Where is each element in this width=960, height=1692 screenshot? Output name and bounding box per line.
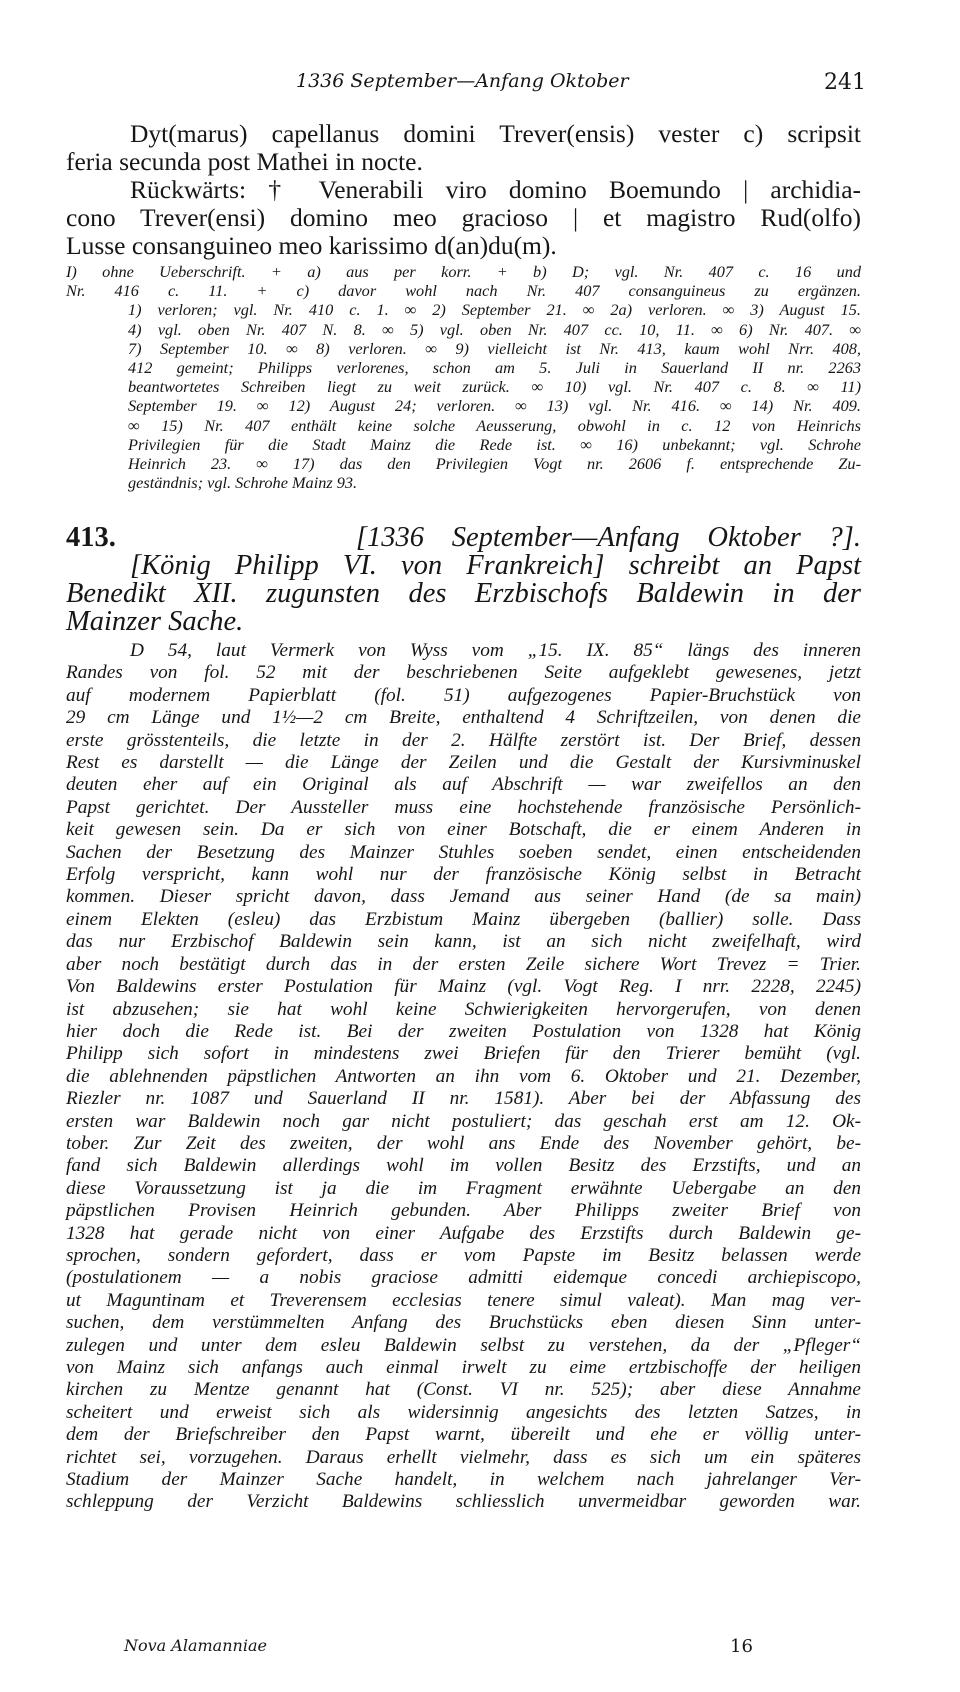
heading-line: Mainzer Sache.: [66, 606, 244, 637]
commentary-line: tober. Zur Zeit des zweiten, der wohl ans Ende des November gehört, be-: [66, 1132, 861, 1154]
running-title: 1336 September—Anfang Oktober: [296, 70, 629, 92]
page-footer: [66, 1636, 866, 1662]
commentary-line: Erfolg verspricht, kann wohl nur der französische König selbst in Betracht: [66, 864, 861, 886]
letter-line: Lusse consanguineo meo karissimo d(an)du(m).: [66, 231, 557, 260]
commentary-line: (postulationem — a nobis graciose admitti eidemque concedi archiepiscopo,: [66, 1267, 861, 1289]
heading-line: [König Philipp VI. von Frankreich] schreibt an Papst: [130, 550, 861, 581]
commentary-line: einem Elekten (esleu) das Erzbistum Mainz übergeben (ballier) solle. Dass: [66, 908, 861, 930]
commentary-line: das nur Erzbischof Baldewin sein kann, ist an sich nicht zweifelhaft, wird: [66, 931, 861, 953]
footnotes: [66, 300, 861, 492]
page-header: [66, 64, 866, 98]
footnote-line: 7) September 10. ∞ 8) verloren. ∞ 9) vielleicht ist Nr. 413, kaum wohl Nrr. 408,: [128, 338, 861, 358]
commentary-line: Philipp sich sofort in mindestens zwei Briefen für den Trierer bemüht (vgl.: [66, 1043, 861, 1065]
footnote-line: geständnis; vgl. Schrohe Mainz 93.: [128, 473, 358, 493]
footnote-line: 412 gemeint; Philipps verlorenes, schon am 5. Juli in Sauerland II nr. 2263: [128, 358, 861, 378]
commentary-line: 1328 hat gerade nicht von einer Aufgabe des Erzstifts durch Baldewin ge-: [66, 1222, 861, 1244]
commentary-line: die ablehnenden päpstlichen Antworten an ihn vom 6. Oktober und 21. Dezember,: [66, 1065, 861, 1087]
commentary-line: ersten war Baldewin noch gar nicht postuliert; das geschah erst am 12. Ok-: [66, 1110, 861, 1132]
document-number: 413.: [66, 522, 116, 553]
commentary-line: deuten eher auf ein Original als auf Abschrift — war zweifellos an den: [66, 774, 861, 796]
commentary-line: kirchen zu Mentze genannt hat (Const. VI nr. 525); aber diese Annahme: [66, 1379, 861, 1401]
commentary-line: auf modernem Papierblatt (fol. 51) aufgezogenes Papier-Bruchstück von: [66, 684, 861, 706]
commentary-line: diese Voraussetzung ist ja die im Fragment erwähnte Uebergabe an den: [66, 1177, 861, 1199]
commentary-line: ist abzusehen; sie hat wohl keine Schwierigkeiten hervorgerufen, von denen: [66, 998, 861, 1020]
commentary-line: 29 cm Länge und 1½—2 cm Breite, enthaltend 4 Schriftzeilen, von denen die: [66, 707, 861, 729]
commentary-line: Randes von fol. 52 mit der beschriebenen Seite aufgeklebt gewesenes, jetzt: [66, 662, 861, 684]
commentary-line: keit gewesen sein. Da er sich von einer Botschaft, die er einem Anderen in: [66, 819, 861, 841]
commentary-line: richtet sei, vorzugehen. Daraus erhellt vielmehr, dass es sich um ein späteres: [66, 1446, 861, 1468]
commentary-line: zulegen und unter dem esleu Baldewin selbst zu verstehen, da der „Pfleger“: [66, 1334, 861, 1356]
letter-line: Rückwärts: † Venerabili viro domino Boemundo | archidia-: [130, 175, 861, 204]
commentary-line: päpstlichen Provisen Heinrich gebunden. Aber Philipps zweiter Brief von: [66, 1200, 861, 1222]
commentary-line: erste grösstenteils, die letzte in der 2. Hälfte zerstört ist. Der Brief, dessen: [66, 729, 861, 751]
footnote-line: 4) vgl. oben Nr. 407 N. 8. ∞ 5) vgl. oben Nr. 407 cc. 10, 11. ∞ 6) Nr. 407. ∞: [128, 319, 861, 339]
footnote-line: Privilegien für die Stadt Mainz die Rede ist. ∞ 16) unbekannt; vgl. Schrohe: [128, 434, 861, 454]
apparatus-line: I) ohne Ueberschrift. + a) aus per korr. + b) D; vgl. Nr. 407 c. 16 und: [66, 262, 861, 281]
sheet-number: 16: [730, 1636, 753, 1657]
commentary-line: ut Maguntinam et Treverensem ecclesias tenere simul valeat). Man mag ver-: [66, 1289, 861, 1311]
commentary-line: Von Baldewins erster Postulation für Mainz (vgl. Vogt Reg. I nrr. 2228, 2245): [66, 976, 861, 998]
commentary-line: Riezler nr. 1087 und Sauerland II nr. 1581). Aber bei der Abfassung des: [66, 1088, 861, 1110]
commentary-line: Sachen der Besetzung des Mainzer Stuhles soeben sendet, einen entscheidenden: [66, 841, 861, 863]
commentary-line: Stadium der Mainzer Sache handelt, in welchem nach jahrelanger Ver-: [66, 1469, 861, 1491]
letter-line: Dyt(marus) capellanus domini Trever(ensis) vester c) scripsit: [130, 119, 861, 148]
commentary-line: dem der Briefschreiber den Papst warnt, übereilt und ehe er völlig unter-: [66, 1424, 861, 1446]
letter-text: [66, 120, 861, 260]
footnote-line: 1) verloren; vgl. Nr. 410 c. 1. ∞ 2) September 21. ∞ 2a) verloren. ∞ 3) August 15.: [128, 300, 861, 320]
commentary-line: Rest es darstellt — die Länge der Zeilen und die Gestalt der Kursivminuskel: [66, 752, 861, 774]
critical-apparatus: [66, 262, 861, 492]
footnote-line: September 19. ∞ 12) August 24; verloren. ∞ 13) vgl. Nr. 416. ∞ 14) Nr. 409.: [128, 396, 861, 416]
document-date: [1336 September—Anfang Oktober ?].: [355, 522, 861, 553]
apparatus-line: Nr. 416 c. 11. + c) davor wohl nach Nr. 407 consanguineus zu ergänzen.: [66, 281, 861, 301]
page-number: 241: [824, 70, 866, 95]
document-heading: [66, 524, 861, 636]
footnote-line: ∞ 15) Nr. 407 enthält keine solche Aeusserung, obwohl in c. 12 von Heinrichs: [128, 415, 861, 435]
commentary-line: fand sich Baldewin allerdings wohl im vollen Besitz des Erzstifts, und an: [66, 1155, 861, 1177]
signature-mark: Nova Alamanniae: [124, 1636, 267, 1655]
editorial-commentary: [66, 640, 861, 1514]
commentary-line: kommen. Dieser spricht davon, dass Jemand aus seiner Hand (de sa main): [66, 886, 861, 908]
heading-first-line: [66, 524, 861, 552]
commentary-line: aber noch bestätigt durch das in der ersten Zeile sichere Wort Trevez = Trier.: [66, 953, 861, 975]
commentary-line: hier doch die Rede ist. Bei der zweiten Postulation von 1328 hat König: [66, 1020, 861, 1042]
commentary-line: schleppung der Verzicht Baldewins schliesslich unvermeidbar geworden war.: [66, 1491, 861, 1513]
commentary-line: scheitert und erweist sich als widersinnig angesichts des letzten Satzes, in: [66, 1401, 861, 1423]
heading-line: Benedikt XII. zugunsten des Erzbischofs Baldewin in der: [66, 578, 861, 609]
commentary-line: Papst gerichtet. Der Aussteller muss eine hochstehende französische Persönlich-: [66, 796, 861, 818]
commentary-line: D 54, laut Vermerk von Wyss vom „15. IX. 85“ längs des inneren: [130, 640, 861, 661]
footnote-line: Heinrich 23. ∞ 17) das den Privilegien Vogt nr. 2606 f. entsprechende Zu-: [128, 454, 861, 474]
letter-line: cono Trever(ensi) domino meo gracioso | et magistro Rud(olfo): [66, 203, 861, 232]
commentary-line: suchen, dem verstümmelten Anfang des Bruchstücks eben diesen Sinn unter-: [66, 1312, 861, 1334]
commentary-line: von Mainz sich anfangs auch einmal irwelt zu eime ertzbischoffe der heiligen: [66, 1357, 861, 1378]
footnote-line: beantwortetes Schreiben liegt zu weit zurück. ∞ 10) vgl. Nr. 407 c. 8. ∞ 11): [128, 377, 861, 397]
commentary-line: sprochen, sondern gefordert, dass er vom Papste im Besitz belassen werde: [66, 1244, 861, 1266]
letter-line: feria secunda post Mathei in nocte.: [66, 147, 423, 176]
